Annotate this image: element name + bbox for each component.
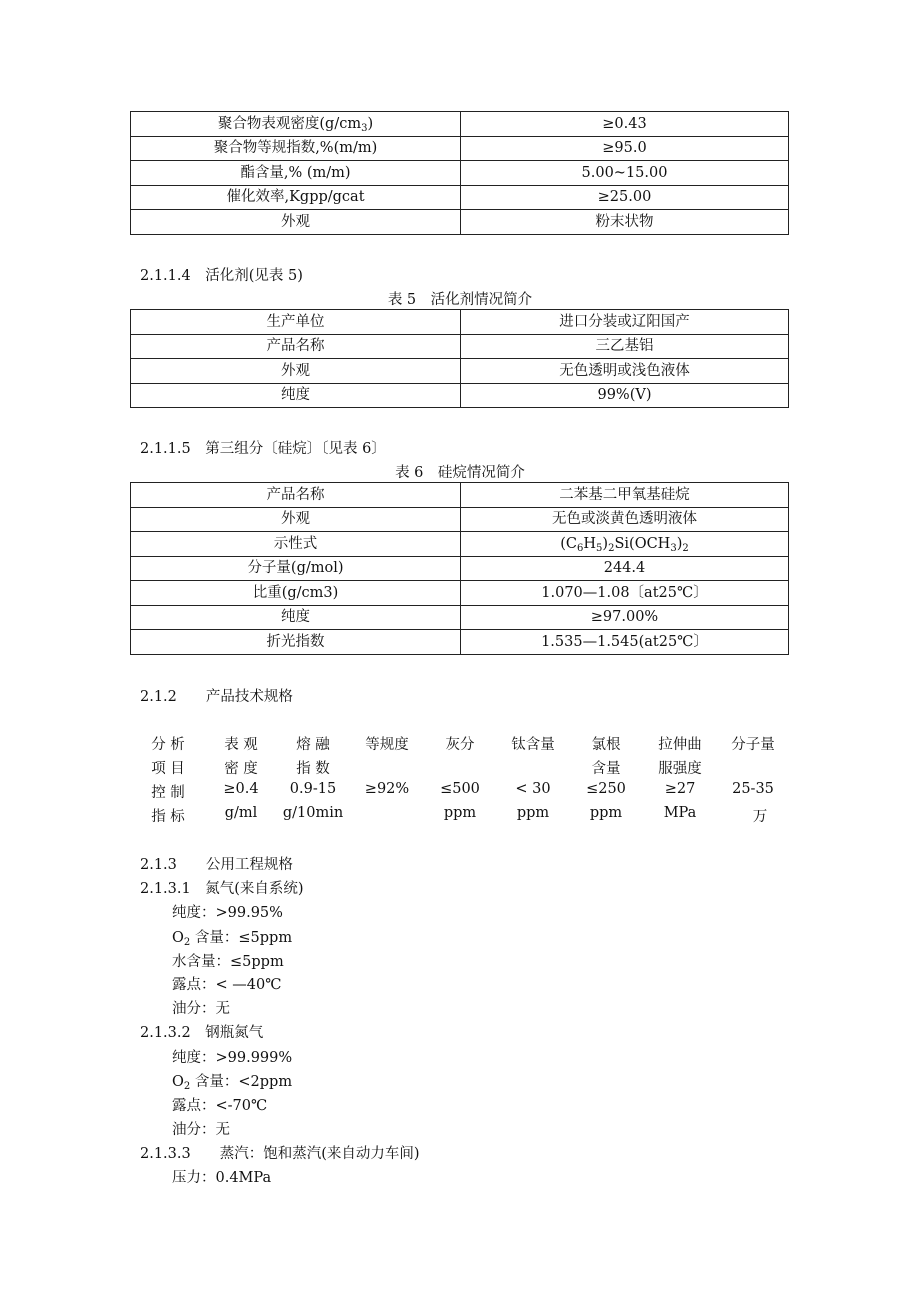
table-cell-value: ≥97.00% xyxy=(461,605,789,630)
table-row xyxy=(131,334,789,359)
spec-cell: 25-35 xyxy=(732,781,774,797)
table-cell-label: 折光指数 xyxy=(131,630,461,655)
table-row xyxy=(131,185,789,210)
table-cell-label: 聚合物等规指数,%(m/m) xyxy=(131,136,461,161)
table-cell-formula: $(C_6H_5)_2Si(OCH_3)_2$ xyxy=(461,532,789,557)
table-6 xyxy=(130,482,789,655)
table-5-caption: 表 5 活化剂情况简介 xyxy=(387,292,533,308)
spec-cell: ≤250 xyxy=(586,781,626,797)
spec-cell: ppm xyxy=(589,805,623,821)
subsection-heading-2132: 2.1.3.2 钢瓶氮气 xyxy=(140,1025,264,1041)
table-row xyxy=(131,310,789,335)
table-cell-label: 比重(g/cm3) xyxy=(131,581,461,606)
spec-cell: 万 xyxy=(752,809,768,825)
cylinder-nitrogen-dew-point: 露点：<-70℃ xyxy=(172,1098,268,1114)
table-row xyxy=(131,532,789,557)
table-cell-value: ≥25.00 xyxy=(461,185,789,210)
section-heading-213: 2.1.3 公用工程规格 xyxy=(140,857,293,873)
table-cell-label: 分子量(g/mol) xyxy=(131,556,461,581)
spec-cell: 0.9-15 xyxy=(289,781,337,797)
spec-cell: 分 析 xyxy=(151,737,185,753)
table-row xyxy=(131,581,789,606)
table-cell-label: 外观 xyxy=(131,507,461,532)
spec-cell: g/ml xyxy=(224,805,258,821)
table-cell-value: 粉末状物 xyxy=(461,210,789,235)
table-cell-label: 外观 xyxy=(131,359,461,384)
table-cell-value: 1.535—1.545(at25℃〕 xyxy=(461,630,789,655)
subsection-heading-2131: 2.1.3.1 氮气(来自系统) xyxy=(140,881,304,897)
section-heading-212: 2.1.2 产品技术规格 xyxy=(140,689,293,705)
spec-cell: 氯根 xyxy=(591,737,621,753)
table-cell-label: 纯度 xyxy=(131,605,461,630)
table-cell-label: 聚合物表观密度$(g/cm_3)$ xyxy=(131,112,461,137)
table-cell-value: 二苯基二甲氧基硅烷 xyxy=(461,483,789,508)
table-4 xyxy=(130,111,789,235)
table-row xyxy=(131,630,789,655)
table-cell-value: 无色透明或浅色液体 xyxy=(461,359,789,384)
spec-cell: 含量 xyxy=(591,761,621,777)
table-cell-value: ≥95.0 xyxy=(461,136,789,161)
spec-cell: ≥27 xyxy=(664,781,696,797)
spec-cell: ppm xyxy=(516,805,550,821)
table-cell-label: 示性式 xyxy=(131,532,461,557)
section-heading-2115: 2.1.1.5 第三组分〔硅烷〕〔见表 6〕 xyxy=(140,441,386,457)
table-cell-label: 酯含量,% (m/m) xyxy=(131,161,461,186)
nitrogen-oil: 油分：无 xyxy=(172,1001,230,1017)
table-row xyxy=(131,112,789,137)
table-cell-value: 三乙基铝 xyxy=(461,334,789,359)
cylinder-nitrogen-purity: 纯度：>99.999% xyxy=(172,1050,293,1066)
section-heading-2114: 2.1.1.4 活化剂(见表 5) xyxy=(140,268,303,284)
spec-cell: ≥92% xyxy=(364,781,410,797)
table-row xyxy=(131,507,789,532)
subsection-heading-2133: 2.1.3.3 蒸汽：饱和蒸汽(来自动力车间) xyxy=(140,1146,420,1162)
table-row xyxy=(131,483,789,508)
spec-cell: 表 观 xyxy=(224,737,258,753)
table-cell-label: 催化效率,Kgpp/gcat xyxy=(131,185,461,210)
spec-row xyxy=(0,733,920,755)
spec-cell: 项 目 xyxy=(151,761,185,777)
spec-cell: ≤500 xyxy=(440,781,480,797)
table-row xyxy=(131,359,789,384)
nitrogen-purity: 纯度：>99.95% xyxy=(172,905,283,921)
spec-cell: 灰分 xyxy=(445,737,475,753)
steam-pressure: 压力：0.4MPa xyxy=(172,1170,272,1186)
spec-cell: 指 数 xyxy=(296,761,330,777)
spec-row xyxy=(0,757,920,779)
table-cell-label: 外观 xyxy=(131,210,461,235)
spec-cell: g/10min xyxy=(282,805,344,821)
spec-cell: 密 度 xyxy=(224,761,258,777)
table-row xyxy=(131,556,789,581)
spec-cell: ≥0.4 xyxy=(223,781,259,797)
table-row xyxy=(131,136,789,161)
table-cell-value: 1.070—1.08〔at25℃〕 xyxy=(461,581,789,606)
table-cell-value: ≥0.43 xyxy=(461,112,789,137)
nitrogen-water-content: 水含量：≤5ppm xyxy=(172,954,284,970)
spec-cell: 控 制 xyxy=(151,785,185,801)
spec-cell: 等规度 xyxy=(365,737,409,753)
table-cell-label: 产品名称 xyxy=(131,334,461,359)
table-cell-label: 生产单位 xyxy=(131,310,461,335)
table-row xyxy=(131,383,789,408)
table-cell-value: 5.00~15.00 xyxy=(461,161,789,186)
nitrogen-o2-content: $O_2$ 含量：≤5ppm xyxy=(172,930,293,948)
spec-cell: 分子量 xyxy=(731,737,775,753)
table-row xyxy=(131,210,789,235)
spec-cell: ppm xyxy=(443,805,477,821)
table-row xyxy=(131,605,789,630)
cylinder-nitrogen-o2-content: $O_2$ 含量：<2ppm xyxy=(172,1074,293,1092)
cylinder-nitrogen-oil: 油分：无 xyxy=(172,1122,230,1138)
spec-cell: 钛含量 xyxy=(511,737,555,753)
spec-cell: < 30 xyxy=(515,781,551,797)
table-5 xyxy=(130,309,789,408)
table-cell-label: 纯度 xyxy=(131,383,461,408)
nitrogen-dew-point: 露点：< —40℃ xyxy=(172,977,282,993)
table-cell-value: 244.4 xyxy=(461,556,789,581)
spec-cell: 拉伸曲 xyxy=(658,737,702,753)
spec-cell: MPa xyxy=(663,805,697,821)
spec-row xyxy=(0,781,920,803)
spec-cell: 熔 融 xyxy=(296,737,330,753)
spec-row xyxy=(0,805,920,827)
spec-cell: 指 标 xyxy=(151,809,185,825)
table-cell-value: 99%(V) xyxy=(461,383,789,408)
table-cell-value: 进口分装或辽阳国产 xyxy=(461,310,789,335)
table-cell-value: 无色或淡黄色透明液体 xyxy=(461,507,789,532)
table-cell-label: 产品名称 xyxy=(131,483,461,508)
spec-cell: 服强度 xyxy=(658,761,702,777)
table-6-caption: 表 6 硅烷情况简介 xyxy=(395,465,525,481)
table-row xyxy=(131,161,789,186)
